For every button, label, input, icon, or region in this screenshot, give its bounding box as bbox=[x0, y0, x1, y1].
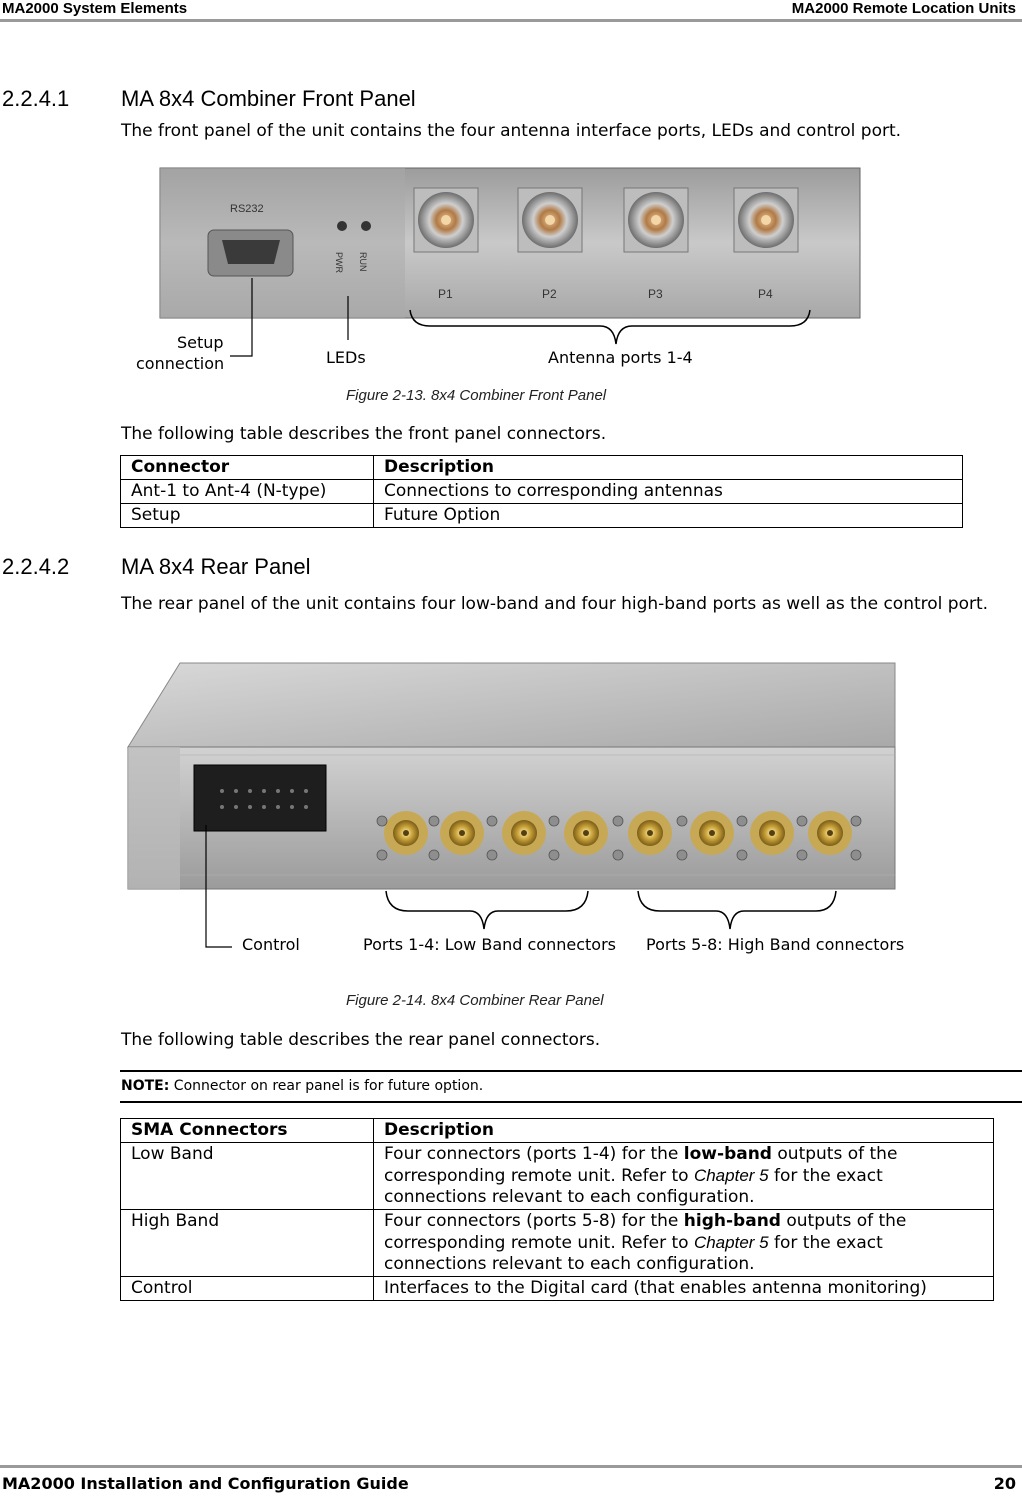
col-header-description: Description bbox=[374, 456, 963, 480]
section2-intro: The rear panel of the unit contains four low-band and four high-band ports as well as the control port. bbox=[121, 594, 989, 614]
section2-number: 2.2.4.2 bbox=[2, 554, 70, 579]
header-rule bbox=[0, 19, 1022, 22]
cell-connector: Control bbox=[121, 1277, 374, 1301]
low-band-label: Ports 1-4: Low Band connectors bbox=[363, 935, 616, 954]
table-row bbox=[121, 1143, 994, 1210]
cell-description: Future Option bbox=[374, 504, 963, 528]
rear-table-intro: The following table describes the rear panel connectors. bbox=[121, 1030, 601, 1050]
table-row bbox=[121, 480, 963, 504]
table-row bbox=[121, 1210, 994, 1277]
rear-panel-figure bbox=[120, 655, 910, 960]
note-text: Connector on rear panel is for future option. bbox=[169, 1078, 484, 1094]
col-header-connector: Connector bbox=[121, 456, 374, 480]
desc-text: for the exact connections relevant to each configuration. bbox=[384, 1166, 883, 1207]
control-connector bbox=[194, 765, 326, 831]
cell-connector: Ant-1 to Ant-4 (N-type) bbox=[121, 480, 374, 504]
desc-text: outputs of the corresponding remote unit. Refer to bbox=[384, 1144, 898, 1186]
setup-label-line2: connection bbox=[136, 354, 225, 373]
cell-connector: High Band bbox=[121, 1210, 374, 1277]
figure-2-13-caption: Figure 2-13. 8x4 Combiner Front Panel bbox=[346, 387, 607, 404]
cell-description bbox=[374, 1210, 994, 1277]
chapter-reference: Chapter 5 bbox=[693, 1233, 769, 1252]
section2-title: MA 8x4 Rear Panel bbox=[121, 554, 311, 579]
header-left: MA2000 System Elements bbox=[2, 0, 188, 17]
led-pwr-label: PWR bbox=[334, 252, 344, 273]
front-panel-figure bbox=[130, 160, 870, 382]
col-header-description: Description bbox=[374, 1119, 994, 1143]
footer-left: MA2000 Installation and Configuration Guide bbox=[2, 1474, 409, 1493]
port-label-p4: P4 bbox=[758, 287, 773, 301]
cell-description: Interfaces to the Digital card (that enables antenna monitoring) bbox=[374, 1277, 994, 1301]
cell-description bbox=[374, 1143, 994, 1210]
table-header-row bbox=[121, 1119, 994, 1143]
chapter-reference: Chapter 5 bbox=[693, 1166, 769, 1185]
header-right: MA2000 Remote Location Units bbox=[791, 0, 1016, 17]
table-header-row bbox=[121, 456, 963, 480]
cell-description: Connections to corresponding antennas bbox=[374, 480, 963, 504]
front-panel-table bbox=[120, 455, 963, 528]
table-row bbox=[121, 504, 963, 528]
rs232-label: RS232 bbox=[230, 203, 264, 215]
figure-2-14-caption: Figure 2-14. 8x4 Combiner Rear Panel bbox=[346, 992, 604, 1009]
note bbox=[121, 1078, 483, 1094]
section1-intro: The front panel of the unit contains the four antenna interface ports, LEDs and control port. bbox=[121, 121, 902, 141]
note-top-rule bbox=[120, 1070, 1022, 1072]
desc-text: outputs of the corresponding remote unit. Refer to bbox=[384, 1211, 907, 1253]
note-label: NOTE: bbox=[121, 1078, 170, 1094]
front-panel-photo bbox=[130, 160, 870, 382]
col-header-sma: SMA Connectors bbox=[121, 1119, 374, 1143]
led-run-label: RUN bbox=[358, 252, 368, 272]
footer-rule bbox=[0, 1465, 1022, 1468]
desc-bold: high-band bbox=[683, 1211, 781, 1231]
rear-panel-table bbox=[120, 1118, 994, 1301]
desc-bold: low-band bbox=[683, 1144, 772, 1164]
antenna-ports-label: Antenna ports 1-4 bbox=[548, 348, 693, 367]
cell-connector: Setup bbox=[121, 504, 374, 528]
high-band-bracket bbox=[638, 891, 836, 929]
port-label-p3: P3 bbox=[648, 287, 663, 301]
high-band-label: Ports 5-8: High Band connectors bbox=[646, 935, 905, 954]
setup-label-line1: Setup bbox=[177, 333, 224, 352]
section1-title: MA 8x4 Combiner Front Panel bbox=[121, 86, 416, 111]
desc-text: Four connectors (ports 5-8) for the bbox=[384, 1211, 684, 1231]
front-table-intro: The following table describes the front panel connectors. bbox=[121, 424, 607, 444]
section1-number: 2.2.4.1 bbox=[2, 86, 70, 111]
cell-connector: Low Band bbox=[121, 1143, 374, 1210]
desc-text: for the exact connections relevant to each configuration. bbox=[384, 1233, 883, 1274]
note-bottom-rule bbox=[120, 1101, 1022, 1103]
low-band-bracket bbox=[386, 891, 588, 929]
page-number: 20 bbox=[993, 1474, 1016, 1493]
port-label-p2: P2 bbox=[542, 287, 557, 301]
rear-panel-photo bbox=[120, 655, 910, 960]
port-label-p1: P1 bbox=[438, 287, 453, 301]
leds-label: LEDs bbox=[326, 348, 366, 367]
control-label: Control bbox=[242, 935, 300, 954]
desc-text: Four connectors (ports 1-4) for the bbox=[384, 1144, 684, 1164]
table-row bbox=[121, 1277, 994, 1301]
